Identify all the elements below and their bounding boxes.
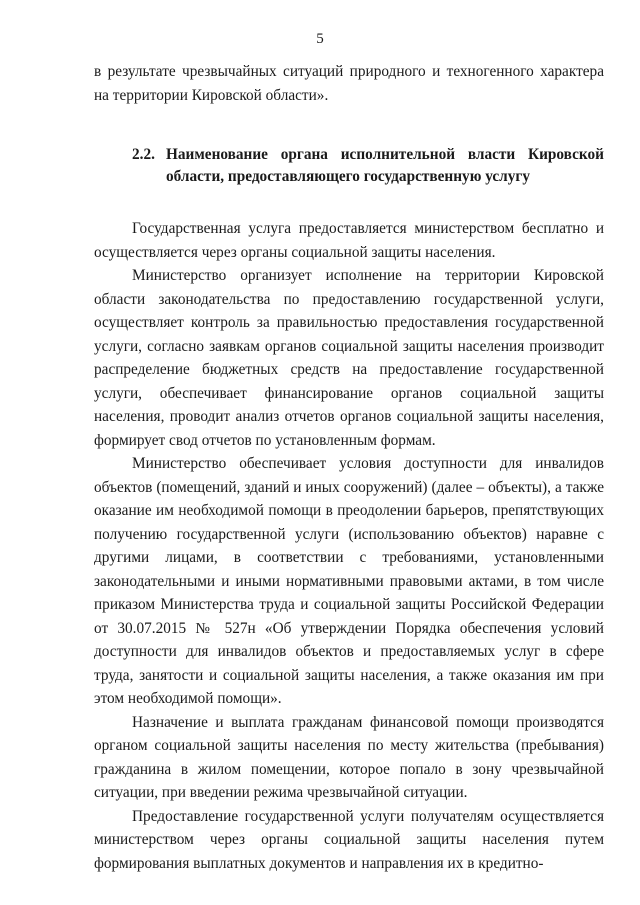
paragraph-service-delivery: Предоставление государственной услуги получателям осуществляется министерством через органы социальной защиты населения путем формирования выплатных документов и направления их в кредитно- — [94, 807, 604, 872]
lead-paragraph: в результате чрезвычайных ситуаций природного и техногенного характера на территории Кировской области». — [94, 63, 604, 104]
paragraph-assignment-payment: Назначение и выплата гражданам финансовой помощи производятся органом социальной защиты населения по месту жительства (пребывания) гражданина в жилом помещении, которое попало в зону чрезвычайной ситуации, при введении режима чрезвычайной ситуации. — [94, 713, 604, 801]
section-title: Наименование органа исполнительной власти Кировской области, предоставляющего государственную услугу — [166, 146, 604, 185]
paragraph-service-provision: Государственная услуга предоставляется министерством бесплатно и осуществляется через органы социальной защиты населения. — [94, 220, 604, 261]
paragraph-accessibility: Министерство обеспечивает условия доступности для инвалидов объектов (помещений, зданий и иных сооружений) (далее – объекты), а также оказание им необходимой помощи в преодолении барьеров, препятствующих получению государственной услуги (использованию объектов) наравне с другими лицами, в соответствии с требованиями, установленными законодательными и иными нормативными правовыми актами, в том числе приказом Министерства труда и социальной защиты Российской Федерации от 30.07.2015 № 527н «Об утверждении Порядка обеспечения условий доступности для инвалидов объектов и предоставляемых услуг в сфере труда, занятости и социальной защиты населения, а также оказания им при этом необходимой помощи». — [94, 455, 604, 707]
document-body — [94, 60, 604, 875]
section-number: 2.2. — [132, 146, 155, 163]
page-number: 5 — [316, 31, 324, 47]
section-heading — [94, 144, 604, 188]
paragraph-ministry-organizes: Министерство организует исполнение на территории Кировской области законодательства по предоставлению государственной услуги, осуществляет контроль за правильностью предоставления государственной услуги, согласно заявкам органов социальной защиты населения производит распределение бюджетных средств на предоставление государственной услуги, обеспечивает финансирование органов социальной защиты населения, проводит анализ отчетов органов социальной защиты населения, формирует свод отчетов по установленным формам. — [94, 267, 604, 449]
